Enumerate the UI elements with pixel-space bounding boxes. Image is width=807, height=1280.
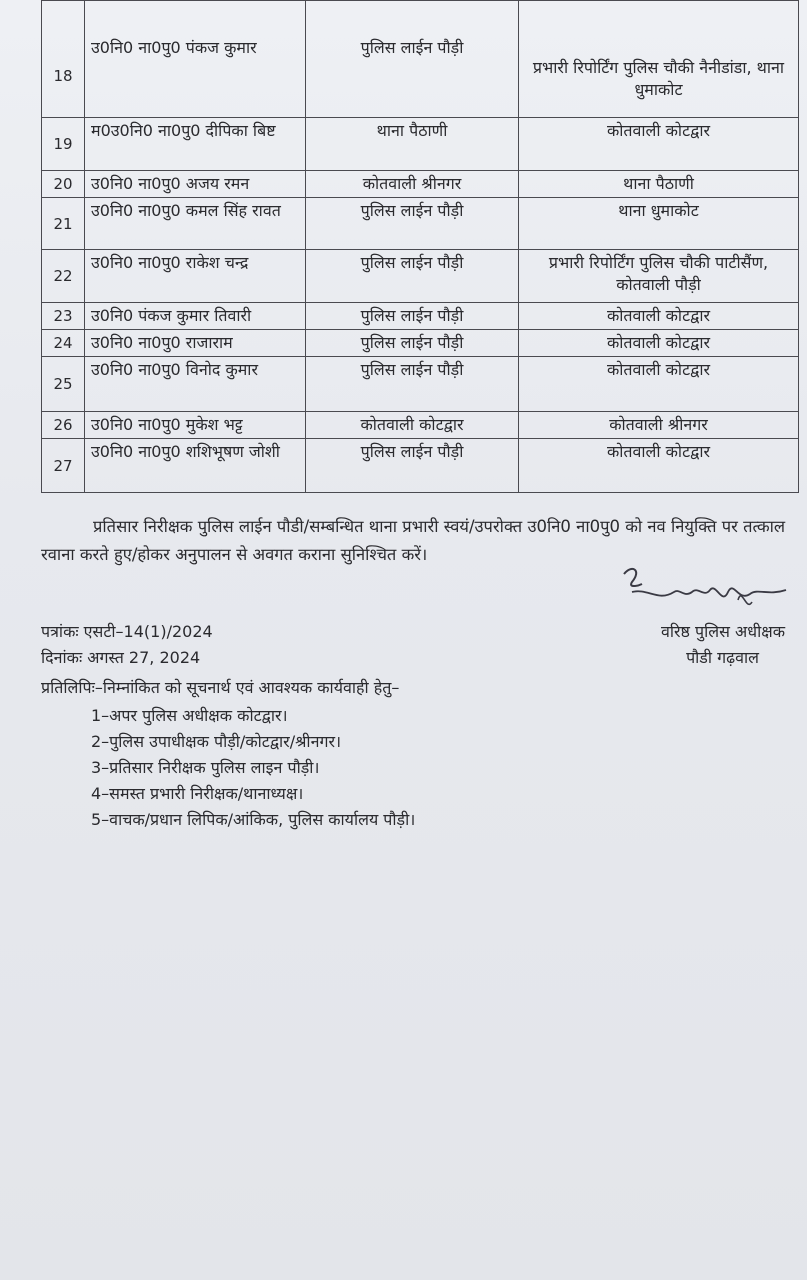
new-posting: थाना धुमाकोट <box>519 198 799 250</box>
letter-number: पत्रांकः एसटी–14(1)/2024 <box>41 622 213 641</box>
signatory-designation: वरिष्ठ पुलिस अधीक्षक <box>660 622 785 641</box>
serial-number: 19 <box>42 118 85 171</box>
serial-number: 25 <box>42 357 85 412</box>
serial-number: 20 <box>42 171 85 198</box>
letter-date: दिनांकः अगस्त 27, 2024 <box>41 648 201 667</box>
table-row <box>42 357 799 412</box>
copy-heading: प्रतिलिपिः–निम्नांकित को सूचनार्थ एवं आवश्यक कार्यवाही हेतु– <box>41 678 400 697</box>
current-posting: पुलिस लाईन पौड़ी <box>306 303 519 330</box>
current-posting: थाना पैठाणी <box>306 118 519 171</box>
table-row <box>42 250 799 303</box>
current-posting: कोतवाली श्रीनगर <box>306 171 519 198</box>
officer-name: म0उ0नि0 ना0पु0 दीपिका बिष्ट <box>85 118 306 171</box>
new-posting: कोतवाली कोटद्वार <box>519 357 799 412</box>
current-posting: पुलिस लाईन पौड़ी <box>306 1 519 118</box>
table-row <box>42 303 799 330</box>
new-posting: कोतवाली श्रीनगर <box>519 412 799 439</box>
copy-recipient-list <box>91 703 415 833</box>
current-posting: पुलिस लाईन पौड़ी <box>306 330 519 357</box>
new-posting: कोतवाली कोटद्वार <box>519 439 799 493</box>
current-posting: कोतवाली कोटद्वार <box>306 412 519 439</box>
serial-number: 22 <box>42 250 85 303</box>
serial-number: 18 <box>42 1 85 118</box>
new-posting: कोतवाली कोटद्वार <box>519 118 799 171</box>
new-posting: प्रभारी रिपोर्टिंग पुलिस चौकी नैनीडांडा, थाना धुमाकोट <box>519 1 799 118</box>
new-posting: थाना पैठाणी <box>519 171 799 198</box>
serial-number: 24 <box>42 330 85 357</box>
instruction-paragraph: प्रतिसार निरीक्षक पुलिस लाईन पौडी/सम्बन्धित थाना प्रभारी स्वयं/उपरोक्त उ0नि0 ना0पु0 को नव नियुक्ति पर तत्काल रवाना करते हुए/होकर अनुपालन से अवगत कराना सुनिश्चित करें। <box>41 517 786 564</box>
table-row <box>42 118 799 171</box>
table-row <box>42 439 799 493</box>
officer-name: उ0नि0 पंकज कुमार तिवारी <box>85 303 306 330</box>
list-item: 1–अपर पुलिस अधीक्षक कोटद्वार। <box>91 706 288 725</box>
officer-name: उ0नि0 ना0पु0 राजाराम <box>85 330 306 357</box>
new-posting: प्रभारी रिपोर्टिंग पुलिस चौकी पाटीसैंण, कोतवाली पौड़ी <box>519 250 799 303</box>
list-item: 3–प्रतिसार निरीक्षक पुलिस लाइन पौड़ी। <box>91 758 320 777</box>
list-item: 4–समस्त प्रभारी निरीक्षक/थानाध्यक्ष। <box>91 784 304 803</box>
current-posting: पुलिस लाईन पौड़ी <box>306 357 519 412</box>
current-posting: पुलिस लाईन पौड़ी <box>306 250 519 303</box>
serial-number: 23 <box>42 303 85 330</box>
table-row <box>42 198 799 250</box>
transfer-table <box>41 0 799 493</box>
officer-name: उ0नि0 ना0पु0 विनोद कुमार <box>85 357 306 412</box>
signatory-location: पौडी गढ़वाल <box>686 648 759 667</box>
current-posting: पुलिस लाईन पौड़ी <box>306 198 519 250</box>
officer-name: उ0नि0 ना0पु0 राकेश चन्द्र <box>85 250 306 303</box>
table-row <box>42 330 799 357</box>
table-row <box>42 1 799 118</box>
officer-name: उ0नि0 ना0पु0 मुकेश भट्ट <box>85 412 306 439</box>
serial-number: 21 <box>42 198 85 250</box>
list-item: 2–पुलिस उपाधीक्षक पौड़ी/कोटद्वार/श्रीनगर। <box>91 732 342 751</box>
new-posting: कोतवाली कोटद्वार <box>519 330 799 357</box>
handwritten-signature <box>618 562 793 622</box>
list-item: 5–वाचक/प्रधान लिपिक/आंकिक, पुलिस कार्यालय पौड़ी। <box>91 810 416 829</box>
officer-name: उ0नि0 ना0पु0 शशिभूषण जोशी <box>85 439 306 493</box>
new-posting: कोतवाली कोटद्वार <box>519 303 799 330</box>
serial-number: 27 <box>42 439 85 493</box>
officer-name: उ0नि0 ना0पु0 पंकज कुमार <box>85 1 306 118</box>
current-posting: पुलिस लाईन पौड़ी <box>306 439 519 493</box>
officer-name: उ0नि0 ना0पु0 अजय रमन <box>85 171 306 198</box>
serial-number: 26 <box>42 412 85 439</box>
table-row <box>42 171 799 198</box>
table-row <box>42 412 799 439</box>
officer-name: उ0नि0 ना0पु0 कमल सिंह रावत <box>85 198 306 250</box>
